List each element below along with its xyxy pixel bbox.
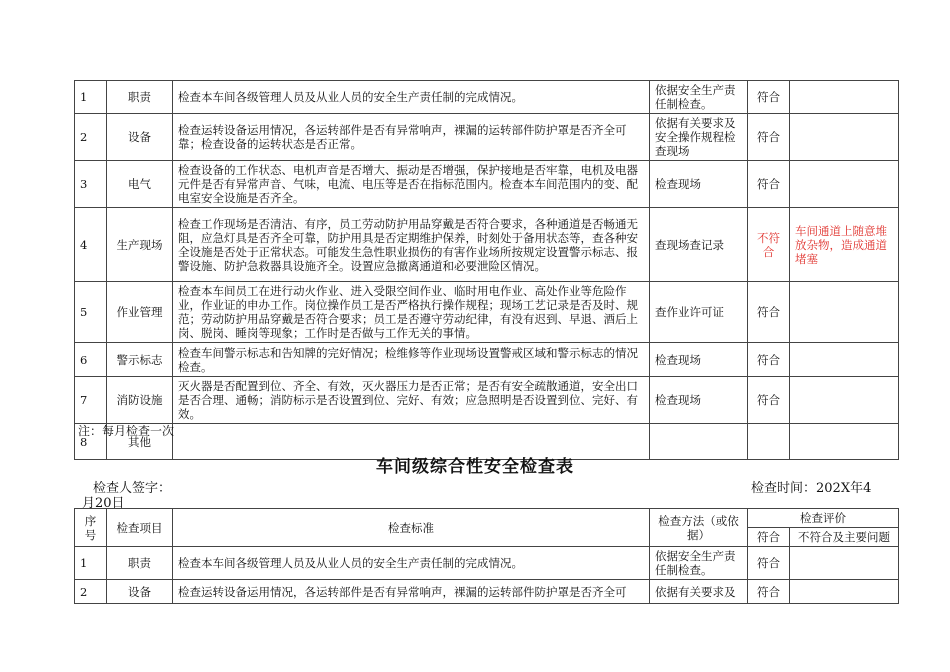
row-number: 7 <box>75 377 107 424</box>
header-item: 检查项目 <box>107 509 173 547</box>
check-item: 其他 <box>107 424 173 460</box>
check-result: 符合 <box>748 343 790 377</box>
table-row <box>75 161 899 208</box>
row-number: 1 <box>75 81 107 114</box>
check-item: 设备 <box>107 114 173 161</box>
row-number: 4 <box>75 208 107 282</box>
row-number: 2 <box>75 114 107 161</box>
nonconformity-issue <box>790 547 899 580</box>
check-method: 查作业许可证 <box>650 282 748 343</box>
table-row <box>75 81 899 114</box>
check-result: 符合 <box>748 547 790 580</box>
inspection-table <box>74 508 899 604</box>
nonconformity-issue <box>790 161 899 208</box>
check-item: 职责 <box>107 81 173 114</box>
page-title: 车间级综合性安全检查表 <box>376 457 574 477</box>
check-method: 依据安全生产责任制检查。 <box>650 547 748 580</box>
check-result: 符合 <box>748 81 790 114</box>
row-number: 1 <box>75 547 107 580</box>
check-result: 符合 <box>748 114 790 161</box>
footnote: 注：每月检查一次 <box>78 424 175 438</box>
table-row <box>75 580 899 604</box>
check-method: 检查现场 <box>650 161 748 208</box>
header-evaluation: 检查评价 <box>748 509 899 528</box>
check-standard: 检查设备的工作状态、电机声音是否增大、振动是否增强，保护接地是否牢靠，电机及电器元件是否有异常声音、气味，电流、电压等是否在指标范围内。检查本车间范围内的变、配电室安全设施是否齐全。 <box>173 161 650 208</box>
check-result: 不符合 <box>748 208 790 282</box>
nonconformity-issue <box>790 81 899 114</box>
check-result: 符合 <box>748 580 790 604</box>
check-item: 作业管理 <box>107 282 173 343</box>
check-result: 符合 <box>748 161 790 208</box>
row-number: 5 <box>75 282 107 343</box>
check-method: 依据有关要求及 <box>650 580 748 604</box>
nonconformity-issue <box>790 282 899 343</box>
check-method: 检查现场 <box>650 343 748 377</box>
header-standard: 检查标准 <box>173 509 650 547</box>
check-standard: 检查本车间各级管理人员及从业人员的安全生产责任制的完成情况。 <box>173 81 650 114</box>
check-item: 职责 <box>107 547 173 580</box>
check-standard: 检查运转设备运用情况，各运转部件是否有异常响声，裸漏的运转部件防护罩是否齐全可 <box>173 580 650 604</box>
row-number: 8 <box>75 424 107 460</box>
check-standard: 检查本车间各级管理人员及从业人员的安全生产责任制的完成情况。 <box>173 547 650 580</box>
table-row <box>75 547 899 580</box>
check-result: 符合 <box>748 282 790 343</box>
inspector-signature-label: 检查人签字： <box>93 481 172 496</box>
check-item: 生产现场 <box>107 208 173 282</box>
check-standard: 检查车间警示标志和告知牌的完好情况；检维修等作业现场设置警戒区域和警示标志的情况检查。 <box>173 343 650 377</box>
nonconformity-issue <box>790 377 899 424</box>
header-no: 序号 <box>75 509 107 547</box>
nonconformity-issue: 车间通道上随意堆放杂物，造成通道堵塞 <box>790 208 899 282</box>
check-method: 检查现场 <box>650 377 748 424</box>
check-standard: 检查本车间员工在进行动火作业、进入受限空间作业、临时用电作业、高处作业等危险作业，作业证的申办工作。岗位操作员工是否严格执行操作规程；现场工艺记录是否及时、规范；劳动防护用品穿戴是否符合要求；员工是否遵守劳动纪律，有没有迟到、早退、酒后上岗、脱岗、睡岗等现象；工作时是否做与工作无关的事情。 <box>173 282 650 343</box>
inspection-time-label: 检查时间：202X年4 <box>751 481 872 496</box>
row-number: 3 <box>75 161 107 208</box>
check-standard: 灭火器是否配置到位、齐全、有效，灭火器压力是否正常；是否有安全疏散通道，安全出口是否合理、通畅；消防标示是否设置到位、完好、有效；应急照明是否设置到位、完好、有效。 <box>173 377 650 424</box>
inspection-time-label-continued: 月20日 <box>82 496 125 511</box>
inspection-table-continued <box>74 80 899 460</box>
table-row <box>75 114 899 161</box>
table-row <box>75 282 899 343</box>
check-item: 消防设施 <box>107 377 173 424</box>
check-item: 设备 <box>107 580 173 604</box>
check-item: 电气 <box>107 161 173 208</box>
row-number: 2 <box>75 580 107 604</box>
row-number: 6 <box>75 343 107 377</box>
check-standard: 检查工作现场是否清洁、有序，员工劳动防护用品穿戴是否符合要求，各种通道是否畅通无阻，应急灯具是否齐全可靠，防护用具是否定期维护保养，时刻处于备用状态等，查各种安全设施是否处于正常状态。可能发生急性职业损伤的有害作业场所按规定设置警示标志、报警设施、防护急救器具设施齐全。设置应急撤离通道和必要泄险区情况。 <box>173 208 650 282</box>
header-method: 检查方法（或依据） <box>650 509 748 547</box>
check-method: 查现场查记录 <box>650 208 748 282</box>
table-row <box>75 208 899 282</box>
check-method: 依据安全生产责任制检查。 <box>650 81 748 114</box>
check-item: 警示标志 <box>107 343 173 377</box>
nonconformity-issue <box>790 343 899 377</box>
table-row <box>75 343 899 377</box>
nonconformity-issue <box>790 114 899 161</box>
check-result: 符合 <box>748 377 790 424</box>
check-standard: 检查运转设备运用情况，各运转部件是否有异常响声，裸漏的运转部件防护罩是否齐全可靠；检查设备的运转状态是否正常。 <box>173 114 650 161</box>
check-method: 依据有关要求及安全操作规程检查现场 <box>650 114 748 161</box>
nonconformity-issue <box>790 580 899 604</box>
table-row <box>75 377 899 424</box>
header-pass: 符合 <box>748 528 790 547</box>
header-fail: 不符合及主要问题 <box>790 528 899 547</box>
